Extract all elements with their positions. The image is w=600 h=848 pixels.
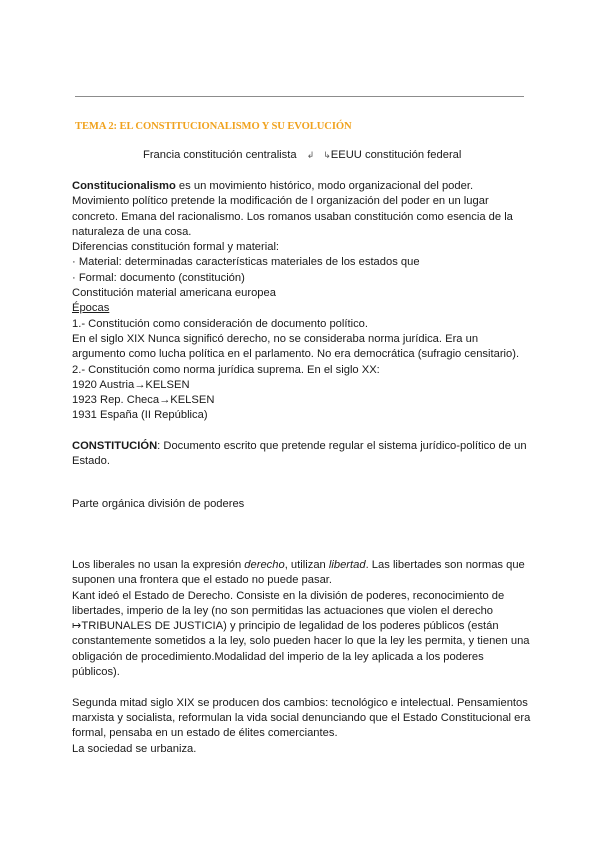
text-line: Diferencias constitución formal y material: bbox=[72, 241, 280, 254]
text-line: Segunda mitad siglo XIX se producen dos cambios: tecnológico e intelectual. Pensamientos bbox=[72, 696, 528, 709]
term-constitucion: CONSTITUCIÓN bbox=[72, 440, 158, 453]
spacer bbox=[72, 512, 528, 558]
text-line: marxista y socialista, reformulan la vida social denunciando que el Estado Constitucional era bbox=[72, 711, 531, 724]
text-run: Los liberales no usan la expresión bbox=[72, 558, 245, 571]
text-line: obligación de procedimiento.Modalidad del imperio de la ley aplicada a los poderes bbox=[72, 650, 484, 663]
text-line bbox=[72, 439, 528, 454]
text-line: formal, pensaba en un estado de élites comerciantes. bbox=[72, 727, 338, 740]
header-rule bbox=[75, 96, 524, 97]
text-line: Parte orgánica división de poderes bbox=[72, 497, 245, 510]
epocas-heading: Épocas bbox=[72, 302, 110, 315]
text-line: Constitución material americana europea bbox=[72, 287, 276, 300]
text-line: libertades, imperio de la ley (no son permitidas las actuaciones que violen el derecho bbox=[72, 604, 494, 617]
text-line: La sociedad se urbaniza. bbox=[72, 742, 197, 755]
text-line: Movimiento político pretende la modificación de l organización del poder en un lugar bbox=[72, 195, 489, 208]
subtitle-line bbox=[143, 148, 461, 163]
return-arrow-icon: ↲ bbox=[306, 150, 315, 160]
subtitle-right: EEUU constitución federal bbox=[330, 149, 462, 161]
text-line: ↦TRIBUNALES DE JUSTICIA) y principio de legalidad de los poderes públicos (están bbox=[72, 620, 499, 633]
down-right-arrow-icon: ↳ bbox=[323, 150, 331, 160]
text-line: constantemente sometidos a la ley, solo pueden hacer lo que la ley les permita, y tienen una bbox=[72, 635, 530, 648]
text-line: 1.- Constitución como consideración de documento político. bbox=[72, 317, 369, 330]
text-line: públicos). bbox=[72, 666, 120, 679]
text-line: 1931 España (II República) bbox=[72, 409, 208, 422]
spacer bbox=[72, 680, 528, 695]
text-line: suponen una frontera que el estado no puede pasar. bbox=[72, 574, 333, 587]
term-constitucionalismo: Constitucionalismo bbox=[72, 180, 176, 192]
spacer bbox=[72, 424, 528, 439]
text-line: 1923 Rep. Checa→KELSEN bbox=[72, 394, 215, 407]
text-run: : Documento escrito que pretende regular el sistema jurídico-político de un bbox=[157, 440, 527, 453]
text-line: · Formal: documento (constitución) bbox=[72, 271, 245, 284]
spacer bbox=[72, 470, 528, 497]
text-line: 1920 Austria→KELSEN bbox=[72, 378, 190, 391]
text-line: · Material: determinadas características materiales de los estados que bbox=[72, 256, 420, 269]
text-line: 2.- Constitución como norma jurídica suprema. En el siglo XX: bbox=[72, 363, 380, 376]
page-title: TEMA 2: EL CONSTITUCIONALISMO Y SU EVOLUCIÓN bbox=[75, 121, 352, 132]
italic-libertad: libertad bbox=[328, 558, 366, 571]
italic-derecho: derecho bbox=[244, 558, 285, 571]
text-run: . Las libertades son normas que bbox=[365, 558, 525, 571]
text-line: Estado. bbox=[72, 455, 110, 468]
text-line bbox=[72, 179, 528, 194]
text-line: En el siglo XIX Nunca significó derecho, no se consideraba norma jurídica. Era un bbox=[72, 332, 479, 345]
text-line: concreto. Emana del racionalismo. Los romanos usaban constitución como esencia de la bbox=[72, 210, 513, 223]
text-line: naturaleza de una cosa. bbox=[72, 225, 192, 238]
document-body bbox=[72, 179, 531, 757]
text-line bbox=[72, 558, 528, 573]
text-run: , utilizan bbox=[284, 558, 329, 571]
text-line: argumento como lucha política en el parlamento. No era democrática (sufragio censitario). bbox=[72, 348, 520, 361]
text-run: es un movimiento histórico, modo organizacional del poder. bbox=[175, 180, 474, 192]
subtitle-left: Francia constitución centralista bbox=[143, 149, 297, 161]
text-line: Kant ideó el Estado de Derecho. Consiste en la división de poderes, reconocimiento de bbox=[72, 589, 505, 602]
